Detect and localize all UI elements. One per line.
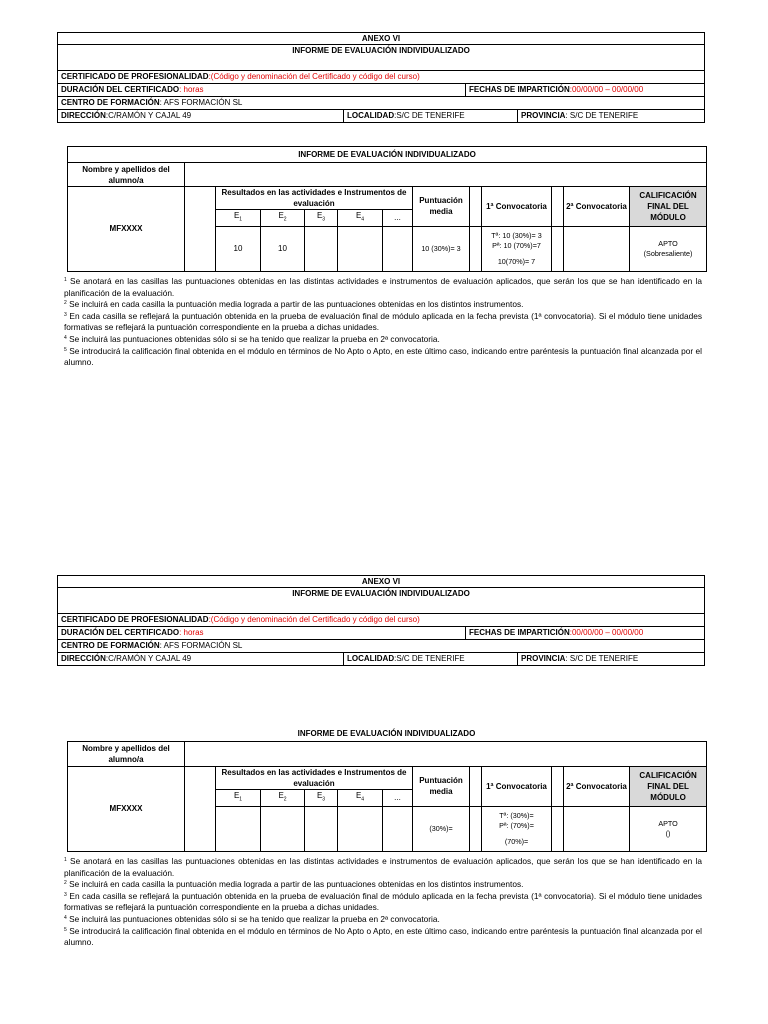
centro-row: CENTRO DE FORMACIÓN: AFS FORMACIÓN SL [58,639,705,652]
e2-value: 10 [261,226,305,271]
puntuacion-header: Puntuación media [413,187,470,227]
footnotes: $^1$ Se anotará en las casillas las puntuaciones obtenidas en las distintas actividades e instrumentos de evaluación aplicados, que serán los que se han identificado en la planificación de la evaluación. $^2$ Se incluirá en cada casilla la puntuación media lograda a partir de las puntuaciones obtenidas en los distintos instrumentos. $^3$ En cada casilla se reflejará la puntuación obtenida en la prueba de evaluación final de módulo aplicada en la fecha prevista (1ª convocatoria). Si el módulo tiene unidades formativas se reflejará la puntuación correspondiente en la prueba a dichas unidades. $^4$ Se incluirá las puntuaciones obtenidas sólo si se ha tenido que realizar la prueba en 2ª convocatoria. $^5$ Se introducirá la calificación final obtenida en el módulo en términos de No Apto o Apto, en este último caso, indicando entre paréntesis la puntuación final alcanzada por el alumno. [64,276,703,368]
duracion-cell: DURACIÓN DEL CERTIFICADO: horas [58,83,466,96]
anexo-title: ANEXO VI [58,33,705,45]
header-table-2 [57,575,705,666]
eval-title: INFORME DE EVALUACIÓN INDIVIDUALIZADO [68,147,707,163]
header-table [57,32,705,123]
resultados-header: Resultados en las actividades e Instrumentos de evaluación [216,767,413,790]
calificacion-header: CALIFICACIÓN FINAL DEL MÓDULO [630,187,707,227]
e-more-header: ... [383,210,413,227]
e1-header: $E_1$ [216,790,261,807]
conv2-header: 2ª Convocatoria [564,187,630,227]
e4-header: $E_4$ [338,790,383,807]
provincia-cell: PROVINCIA: S/C DE TENERIFE [518,109,705,122]
module-code: MFXXXX [68,187,185,272]
evaluation-table [67,146,707,272]
e1-header: $E_1$ [216,210,261,227]
fechas-cell: FECHAS DE IMPARTICIÓN:00/00/00 – 00/00/00 [466,83,705,96]
duracion-cell: DURACIÓN DEL CERTIFICADO: horas [58,626,466,639]
e4-header: $E_4$ [338,210,383,227]
resultados-header: Resultados en las actividades e Instrumentos de evaluación [216,187,413,210]
calificacion-value: APTO () [630,806,707,851]
conv2-header: 2ª Convocatoria [564,767,630,807]
e1-value: 10 [216,226,261,271]
puntuacion-header: Puntuación media [413,767,470,807]
puntuacion-value: 10 (30%)= 3 [413,226,470,271]
e3-header: $E_3$ [305,210,338,227]
module-code: MFXXXX [68,767,185,852]
nombre-label: Nombre y apellidos del alumno/a [68,163,185,187]
provincia-cell: PROVINCIA: S/C DE TENERIFE [518,652,705,665]
footnotes-2: $^1$ Se anotará en las casillas las puntuaciones obtenidas en las distintas actividades e instrumentos de evaluación aplicados, que serán los que se han identificado en la planificación de la evaluación. $^2$ Se incluirá en cada casilla la puntuación media lograda a partir de las puntuaciones obtenidas en los distintos instrumentos. $^3$ En cada casilla se reflejará la puntuación obtenida en la prueba de evaluación final de módulo aplicada en la fecha prevista (1ª convocatoria). Si el módulo tiene unidades formativas se reflejará la puntuación correspondiente en la prueba a dichas unidades. $^4$ Se incluirá las puntuaciones obtenidas sólo si se ha tenido que realizar la prueba en 2ª convocatoria. $^5$ Se introducirá la calificación final obtenida en el módulo en términos de No Apto o Apto, en este último caso, indicando entre paréntesis la puntuación final alcanzada por el alumno. [64,856,703,948]
fechas-cell: FECHAS DE IMPARTICIÓN:00/00/00 – 00/00/00 [466,626,705,639]
certificado-row: CERTIFICADO DE PROFESIONALIDAD:(Código y denominación del Certificado y código del curso) [58,70,705,83]
report-title: INFORME DE EVALUACIÓN INDIVIDUALIZADO [58,45,705,57]
e3-header: $E_3$ [305,790,338,807]
e-more-header: ... [383,790,413,807]
conv1-header: 1ª Convocatoria [482,767,552,807]
conv1-value: Tª: (30%)= Pª: (70%)= (70%)= [482,806,552,851]
anexo-title: ANEXO VI [58,576,705,588]
puntuacion-value: (30%)= [413,806,470,851]
centro-row: CENTRO DE FORMACIÓN: AFS FORMACIÓN SL [58,96,705,109]
e2-header: $E_2$ [261,790,305,807]
conv1-value: Tª: 10 (30%)= 3 Pª: 10 (70%)=7 10(70%)= 7 [482,226,552,271]
eval-title-2: INFORME DE EVALUACIÓN INDIVIDUALIZADO [297,729,476,738]
direccion-cell: DIRECCIÓN:C/RAMÓN Y CAJAL 49 [58,652,344,665]
report-title: INFORME DE EVALUACIÓN INDIVIDUALIZADO [58,588,705,600]
calificacion-value: APTO (Sobresaliente) [630,226,707,271]
conv1-header: 1ª Convocatoria [482,187,552,227]
direccion-cell: DIRECCIÓN:C/RAMÓN Y CAJAL 49 [58,109,344,122]
e2-header: $E_2$ [261,210,305,227]
evaluation-table-2 [67,741,707,852]
certificado-row: CERTIFICADO DE PROFESIONALIDAD:(Código y denominación del Certificado y código del curso) [58,613,705,626]
nombre-label: Nombre y apellidos del alumno/a [68,742,185,767]
localidad-cell: LOCALIDAD:S/C DE TENERIFE [344,652,518,665]
localidad-cell: LOCALIDAD:S/C DE TENERIFE [344,109,518,122]
calificacion-header: CALIFICACIÓN FINAL DEL MÓDULO [630,767,707,807]
